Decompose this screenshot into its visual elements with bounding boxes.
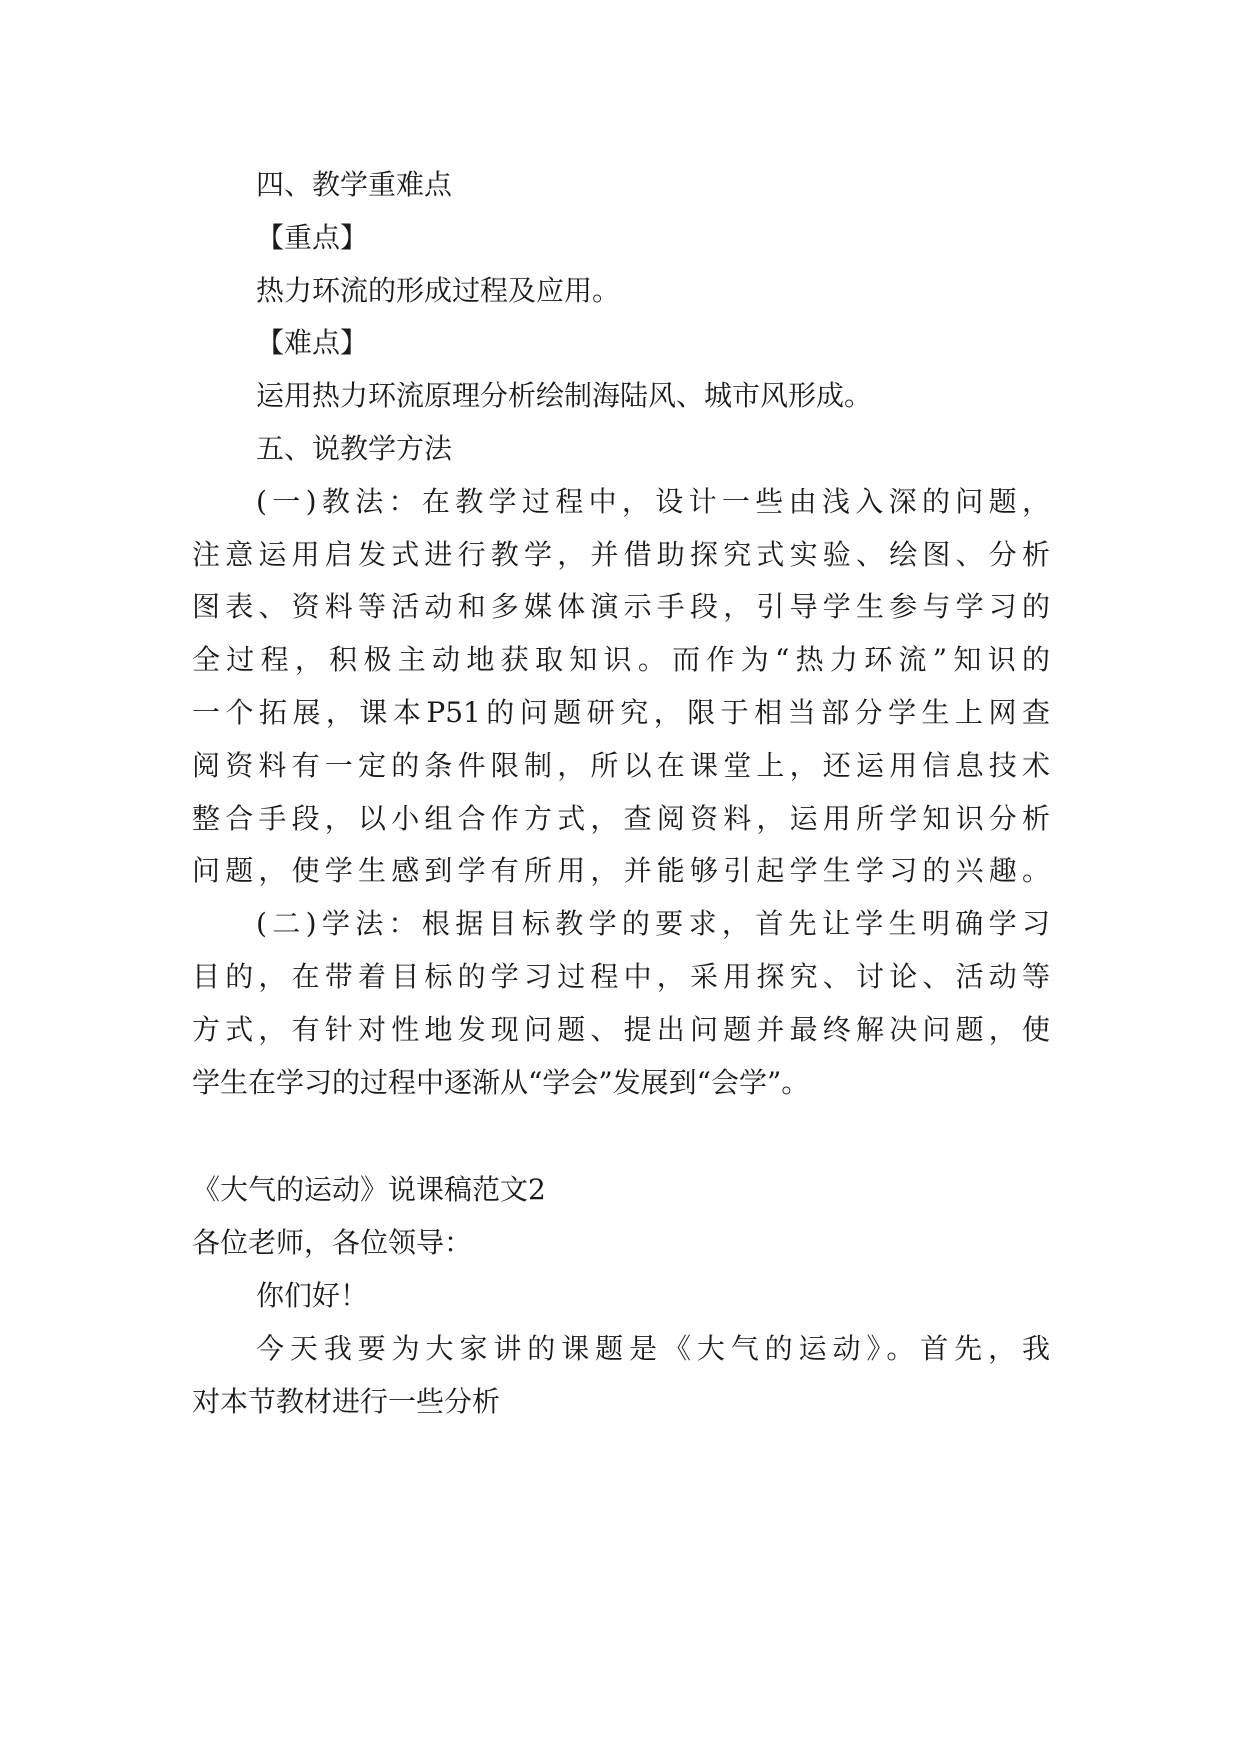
section-heading-methods: 五、说教学方法	[256, 432, 453, 465]
essay-title: 《大气的运动》说课稿范文2	[192, 1173, 546, 1206]
teaching-method-line: 图表、资料等活动和多媒体演示手段，引导学生参与学习的	[192, 590, 1050, 623]
learning-method-line: 学生在学习的过程中逐渐从“学会”发展到“会学”。	[192, 1066, 810, 1099]
teaching-method-line: 阅资料有一定的条件限制，所以在课堂上，还运用信息技术	[192, 749, 1050, 782]
learning-method-line: 目的，在带着目标的学习过程中，采用探究、讨论、活动等	[192, 960, 1050, 993]
teaching-method-line: 整合手段，以小组合作方式，查阅资料，运用所学知识分析	[192, 802, 1050, 835]
teaching-method-line: 注意运用启发式进行教学，并借助探究式实验、绘图、分析	[192, 538, 1050, 571]
salutation: 各位老师，各位领导：	[192, 1226, 473, 1259]
intro-line: 对本节教材进行一些分析	[192, 1385, 501, 1418]
teaching-method-line: (一)教法：在教学过程中，设计一些由浅入深的问题，	[256, 485, 1050, 518]
teaching-method-line: 全过程，积极主动地获取知识。而作为“热力环流”知识的	[192, 643, 1050, 676]
teaching-method-line: 问题，使学生感到学有所用，并能够引起学生学习的兴趣。	[192, 854, 1050, 887]
greeting: 你们好！	[256, 1279, 369, 1312]
learning-method-line: (二)学法：根据目标教学的要求，首先让学生明确学习	[256, 907, 1050, 940]
difficulty-label: 【难点】	[256, 326, 369, 359]
difficulty-text: 运用热力环流原理分析绘制海陆风、城市风形成。	[256, 379, 873, 412]
key-point-label: 【重点】	[256, 221, 369, 254]
learning-method-line: 方式，有针对性地发现问题、提出问题并最终解决问题，使	[192, 1013, 1050, 1046]
key-point-text: 热力环流的形成过程及应用。	[256, 274, 621, 307]
teaching-method-line: 一个拓展，课本P51的问题研究，限于相当部分学生上网查	[192, 696, 1050, 729]
intro-line: 今天我要为大家讲的课题是《大气的运动》。首先，我	[256, 1332, 1050, 1365]
section-heading-key-points: 四、教学重难点	[256, 168, 453, 201]
